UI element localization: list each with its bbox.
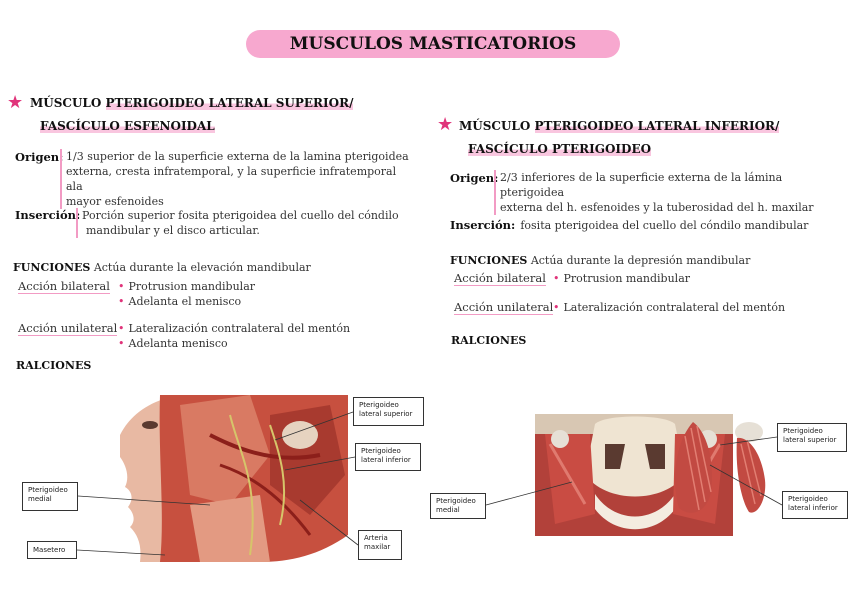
right-insercion: Inserción: fosita pterigoidea del cuello del cóndilo mandibular — [450, 218, 809, 232]
right-funciones: FUNCIONES Actúa durante la depresión mandibular — [450, 254, 751, 267]
list-item: • Lateralización contralateral del mentón — [553, 300, 785, 315]
label-pterigoideo-medial: Pterigoideo medial — [22, 482, 78, 511]
star-icon: ★ — [437, 114, 454, 135]
right-relaciones-label: RALCIONES — [451, 334, 527, 347]
left-origen-text: 1/3 superior de la superficie externa de la lamina pterigoidea externa, cresta infratemporal, y la superficie infratemporal ala mayor esfenoides — [60, 149, 410, 209]
label-pterigoideo-lateral-inferior: Pterigoideo lateral inferior — [782, 491, 848, 519]
left-heading-name: PTERIGOIDEO LATERAL SUPERIOR/ — [105, 96, 354, 110]
left-bilateral-list — [118, 279, 255, 309]
list-item: • Adelanta menisco — [118, 336, 350, 351]
label-masetero: Masetero — [27, 541, 77, 559]
right-bilateral-list — [553, 271, 690, 286]
right-heading — [459, 119, 779, 133]
lateral-pterygoid-muscle-image — [727, 420, 771, 516]
right-unilateral-list — [553, 300, 785, 315]
right-heading-prefix: MÚSCULO — [459, 119, 535, 133]
list-item: • Protrusion mandibular — [553, 271, 690, 286]
left-bilateral-label: Acción bilateral — [18, 279, 110, 293]
right-origen-text: 2/3 inferiores de la superficie externa de la lámina pterigoidea externa del h. esfenoides y la tuberosidad del h. maxilar — [494, 170, 844, 215]
left-insercion-text: Porción superior fosita pterigoidea del cuello del cóndilo mandibular y el disco articular. — [76, 208, 406, 238]
lateral-pterygoid-muscle-image — [671, 422, 715, 518]
right-origen-label: Origen: — [450, 171, 499, 185]
right-unilateral-label: Acción unilateral — [454, 300, 554, 314]
list-item: • Protrusion mandibular — [118, 279, 255, 294]
left-relaciones-label: RALCIONES — [16, 359, 92, 372]
page-title: MUSCULOS MASTICATORIOS — [246, 30, 620, 58]
left-heading-line2: FASCÍCULO ESFENOIDAL — [40, 119, 215, 133]
list-item: • Adelanta el menisco — [118, 294, 255, 309]
label-arteria-maxilar: Arteria maxilar — [358, 530, 402, 560]
list-item: • Lateralización contralateral del mentón — [118, 321, 350, 336]
right-bilateral-label: Acción bilateral — [454, 271, 546, 285]
left-origen-label: Origen: — [15, 150, 64, 164]
left-unilateral-list — [118, 321, 350, 351]
left-heading — [30, 96, 353, 110]
label-pterigoideo-lateral-inferior: Pterigoideo lateral inferior — [355, 443, 421, 471]
left-insercion-label: Inserción: — [15, 208, 81, 222]
head-dissection-image — [120, 395, 348, 562]
left-heading-prefix: MÚSCULO — [30, 96, 106, 110]
label-pterigoideo-lateral-superior: Pterigoideo lateral superior — [353, 397, 424, 426]
left-unilateral-label: Acción unilateral — [18, 321, 118, 335]
right-heading-name: PTERIGOIDEO LATERAL INFERIOR/ — [534, 119, 780, 133]
right-heading-line2: FASCÍCULO PTERIGOIDEO — [468, 142, 652, 156]
label-pterigoideo-medial: Pterigoideo medial — [430, 493, 486, 519]
left-funciones: FUNCIONES Actúa durante la elevación mandibular — [13, 261, 311, 274]
label-pterigoideo-lateral-superior: Pterigoideo lateral superior — [777, 423, 847, 452]
star-icon: ★ — [7, 92, 24, 113]
